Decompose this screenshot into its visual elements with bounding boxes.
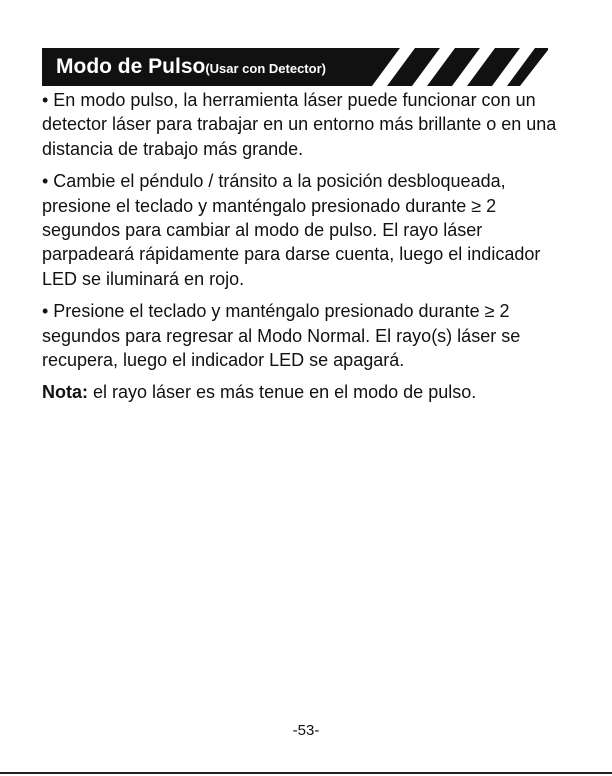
section-title-subtitle: (Usar con Detector) xyxy=(205,61,326,76)
note-text: el rayo láser es más tenue en el modo de pulso. xyxy=(88,382,477,403)
body-content xyxy=(42,88,562,413)
note-label: Nota: xyxy=(42,382,88,403)
paragraph-enable-pulse-mode: • Cambie el péndulo / tránsito a la posición desbloqueada, presione el teclado y manténgalo presionado durante ≥ 2 segundos para cambiar al modo de pulso. El rayo láser parpadeará rápidamente para darse cuenta, luego el indicador LED se iluminará en rojo. xyxy=(42,171,541,289)
paragraph-pulse-mode-intro: • En modo pulso, la herramienta láser puede funcionar con un detector láser para trabajar en un entorno más brillante o en una distancia de trabajo más grande. xyxy=(42,90,557,159)
note-paragraph xyxy=(42,380,562,404)
section-header xyxy=(42,48,548,86)
section-title xyxy=(56,52,326,82)
bottom-divider xyxy=(0,772,612,774)
paragraph-return-normal-mode: • Presione el teclado y manténgalo presionado durante ≥ 2 segundos para regresar al Modo Normal. El rayo(s) láser se recupera, luego el indicador LED se apagará. xyxy=(42,301,521,371)
page-number: -53- xyxy=(292,722,320,739)
section-title-main: Modo de Pulso xyxy=(56,55,206,78)
